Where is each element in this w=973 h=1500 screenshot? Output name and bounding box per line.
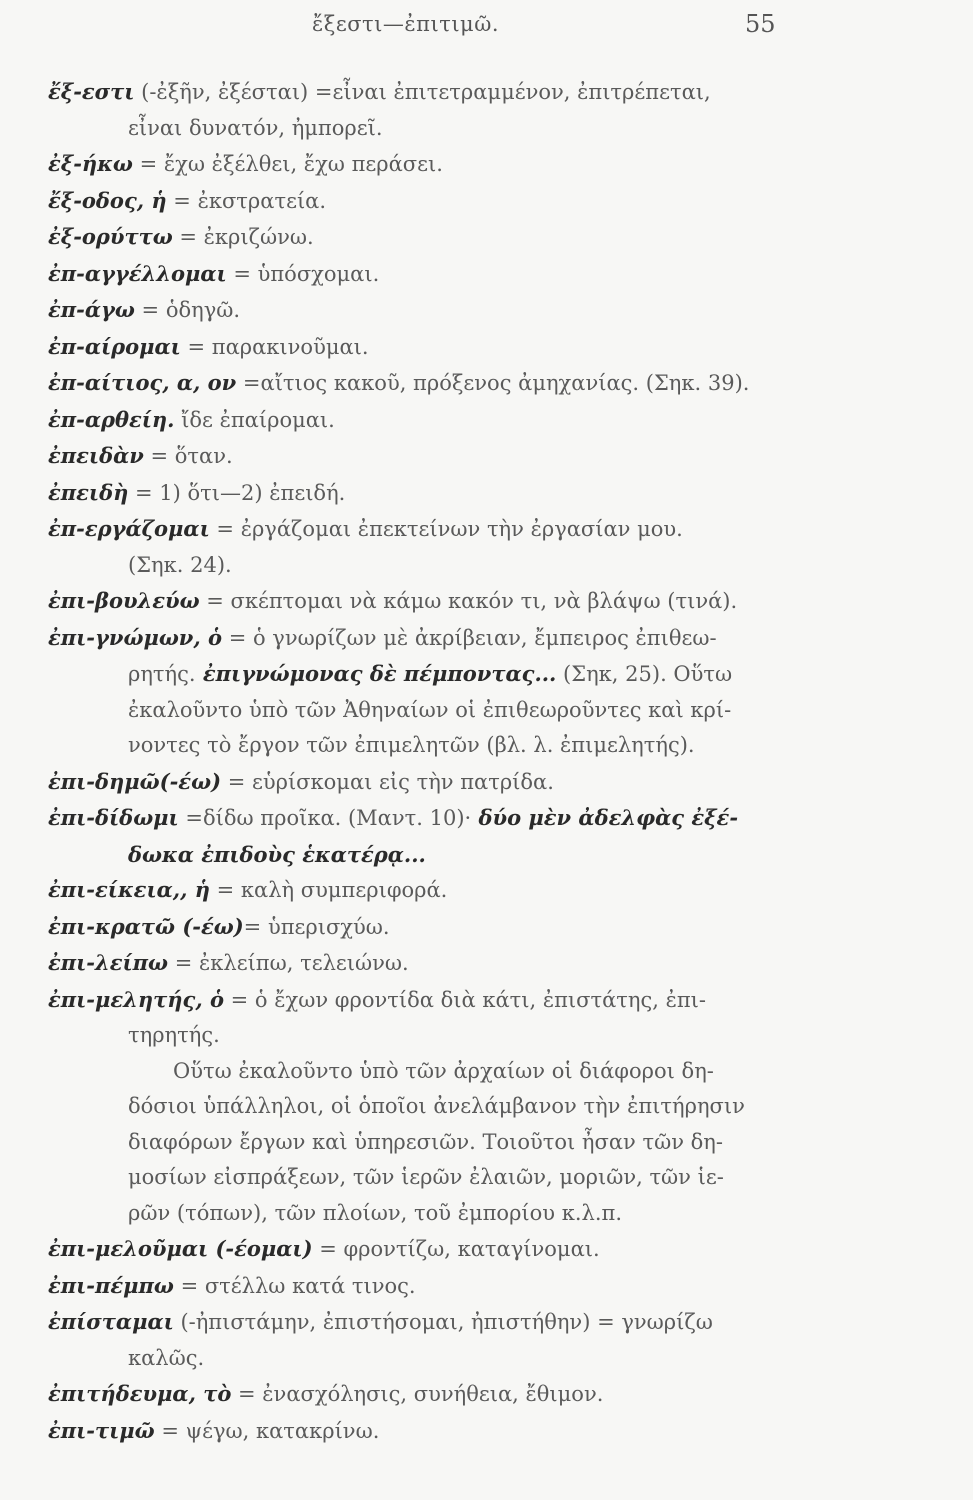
definition: = στέλλω κατά τινος. — [173, 1273, 416, 1298]
paragraph-line: δόσιοι ὑπάλληλοι, οἱ ὁποῖοι ἀνελάμβανον τὴν ἐπιτήρησιν — [128, 1094, 745, 1118]
definition: = 1) ὅτι—2) ἐπειδή. — [128, 480, 346, 505]
definition-continuation: καλῶς. — [128, 1345, 205, 1370]
definition: = ὁ ἔχων φροντίδα διὰ κάτι, ἐπιστάτης, ἐπι- — [223, 987, 706, 1012]
entry-list — [48, 74, 808, 1449]
headword: ἐπι-μελοῦμαι (-έομαι) — [48, 1236, 313, 1261]
paragraph-line: μοσίων εἰσπράξεων, τῶν ἱερῶν ἐλαιῶν, μοριῶν, τῶν ἱε- — [128, 1165, 724, 1189]
dictionary-entry — [48, 909, 808, 946]
quotation-continuation: δωκα ἐπιδοὺς ἑκατέρᾳ... — [128, 841, 426, 867]
dictionary-entry — [48, 219, 808, 256]
definition-continuation: εἶναι δυνατόν, ἠμπορεῖ. — [128, 115, 383, 140]
definition: = παρακινοῦμαι. — [180, 334, 369, 359]
definition: (-ἐξῆν, ἐξέσται) =εἶναι ἐπιτετραμμένον, ἐπιτρέπεται, — [134, 80, 711, 104]
dictionary-entry — [48, 1413, 808, 1450]
headword: ἐπι-μελητής, ὁ — [48, 986, 224, 1012]
dictionary-entry — [48, 764, 808, 801]
definition: = ὅταν. — [143, 444, 233, 468]
definition: = ὑπόσχομαι. — [226, 261, 380, 286]
dictionary-entry — [48, 800, 808, 872]
headword: ἐπι-δημῶ(-έω) — [48, 768, 222, 794]
page-number: 55 — [745, 10, 776, 38]
dictionary-entry — [48, 146, 808, 183]
definition-continuation: (Σηκ. 24). — [128, 552, 232, 577]
headword: ἐπειδὰν — [48, 443, 144, 468]
paragraph-line: διαφόρων ἔργων καὶ ὑπηρεσιῶν. Τοιοῦτοι ἦσαν τῶν δη- — [128, 1129, 723, 1154]
dictionary-entry — [48, 329, 808, 366]
dictionary-entry — [48, 256, 808, 293]
definition: =αἴτιος κακοῦ, πρόξενος ἀμηχανίας. (Σηκ. 39). — [236, 371, 750, 395]
dictionary-entry — [48, 475, 808, 512]
headword: ἐπι-βουλεύω — [48, 588, 200, 613]
headword: ἐξ-ήκω — [48, 151, 133, 176]
definition: = ὁ γνωρίζων μὲ ἀκρίβειαν, ἔμπειρος ἐπιθεω- — [222, 625, 717, 650]
definition: = εὑρίσκομαι εἰς τὴν πατρίδα. — [221, 769, 554, 794]
headword: ἐπι-πέμπω — [48, 1272, 174, 1298]
headword: ἐπίσταμαι — [48, 1309, 174, 1334]
definition: = ἐνασχόλησις, συνήθεια, ἔθιμον. — [231, 1382, 604, 1406]
explanatory-paragraph — [48, 1054, 808, 1232]
dictionary-entry — [48, 402, 808, 439]
headword: ἐπι-τιμῶ — [48, 1417, 155, 1443]
headword: ἐπ-άγω — [48, 297, 135, 322]
headword: ἐπ-εργάζομαι — [48, 516, 210, 541]
definition-continuation: τηρητής. — [128, 1023, 220, 1047]
dictionary-entry — [48, 292, 808, 329]
paragraph-line: ρῶν (τόπων), τῶν πλοίων, τοῦ ἐμπορίου κ.λ.π. — [128, 1200, 623, 1225]
headword: ἔξ-οδος, ἡ — [48, 187, 167, 213]
definition: = ἐκστρατεία. — [166, 188, 327, 213]
definition: = καλὴ συμπεριφορά. — [209, 878, 448, 902]
dictionary-entry — [48, 74, 808, 146]
dictionary-entry — [48, 438, 808, 475]
definition-continuation: ρητής. — [128, 662, 196, 686]
headword: ἔξ-εστι — [48, 79, 135, 104]
headword: ἐπ-αίτιος, α, ον — [48, 370, 237, 395]
running-head: ἔξεστι—ἐπιτιμῶ. — [312, 12, 500, 36]
definition-continuation: νοντες τὸ ἔργον τῶν ἐπιμελητῶν (βλ. λ. ἐπιμελητής). — [128, 733, 695, 757]
headword: ἐπι-είκεια,, ἡ — [48, 877, 210, 902]
quotation: ἐπιγνώμονας δὲ πέμποντας... — [195, 661, 557, 686]
headword: ἐπ-αρθείη. — [48, 406, 175, 432]
dictionary-entry — [48, 183, 808, 220]
headword: ἐπι-γνώμων, ὁ — [48, 624, 223, 650]
dictionary-entry — [48, 511, 808, 583]
definition: ἴδε ἐπαίρομαι. — [174, 407, 335, 432]
headword: ἐπ-αγγέλλομαι — [48, 260, 227, 286]
headword: ἐπι-λείπω — [48, 950, 169, 975]
headword: ἐπι-δίδωμι — [48, 805, 179, 830]
definition: = ὑπερισχύω. — [243, 914, 390, 939]
definition: = ἔχω ἐξέλθει, ἔχω περάσει. — [132, 152, 443, 176]
dictionary-entry — [48, 945, 808, 982]
headword: ἐπειδὴ — [48, 479, 129, 505]
citation: (Σηκ, 25). Οὕτω — [556, 662, 733, 686]
paragraph-line: Οὕτω ἐκαλοῦντο ὑπὸ τῶν ἀρχαίων οἱ διάφοροι δη- — [173, 1058, 714, 1083]
dictionary-entry — [48, 872, 808, 909]
quotation: δύο μὲν ἀδελφὰς ἐξέ- — [471, 805, 739, 830]
definition: = ἐκλείπω, τελειώνω. — [168, 951, 409, 975]
headword: ἐπιτήδευμα, τὸ — [48, 1381, 232, 1406]
dictionary-entry — [48, 583, 808, 620]
dictionary-entry — [48, 365, 808, 402]
definition: = ἐκριζώνω. — [172, 225, 314, 249]
definition: = φροντίζω, καταγίνομαι. — [312, 1237, 600, 1261]
dictionary-entry — [48, 1231, 808, 1268]
dictionary-entry — [48, 1268, 808, 1305]
headword: ἐπι-κρατῶ (-έω) — [48, 913, 244, 939]
definition: (-ἠπιστάμην, ἐπιστήσομαι, ἠπιστήθην) = γνωρίζω — [173, 1310, 713, 1334]
dictionary-entry — [48, 982, 808, 1054]
definition: = ὁδηγῶ. — [134, 298, 241, 322]
headword: ἐπ-αίρομαι — [48, 333, 181, 359]
definition-continuation: ἐκαλοῦντο ὑπὸ τῶν Ἀθηναίων οἱ ἐπιθεωροῦντες καὶ κρί- — [128, 697, 732, 722]
page-header — [0, 10, 973, 46]
dictionary-entry — [48, 1304, 808, 1376]
headword: ἐξ-ορύττω — [48, 224, 173, 249]
definition: = σκέπτομαι νὰ κάμω κακόν τι, νὰ βλάψω (τινά). — [199, 589, 738, 613]
dictionary-entry — [48, 1376, 808, 1413]
definition: =δίδω προῖκα. (Μαντ. 10)· — [178, 806, 472, 830]
definition: = ἐργάζομαι ἐπεκτείνων τὴν ἐργασίαν μου. — [209, 517, 683, 541]
definition: = ψέγω, κατακρίνω. — [154, 1418, 380, 1443]
dictionary-entry — [48, 620, 808, 764]
